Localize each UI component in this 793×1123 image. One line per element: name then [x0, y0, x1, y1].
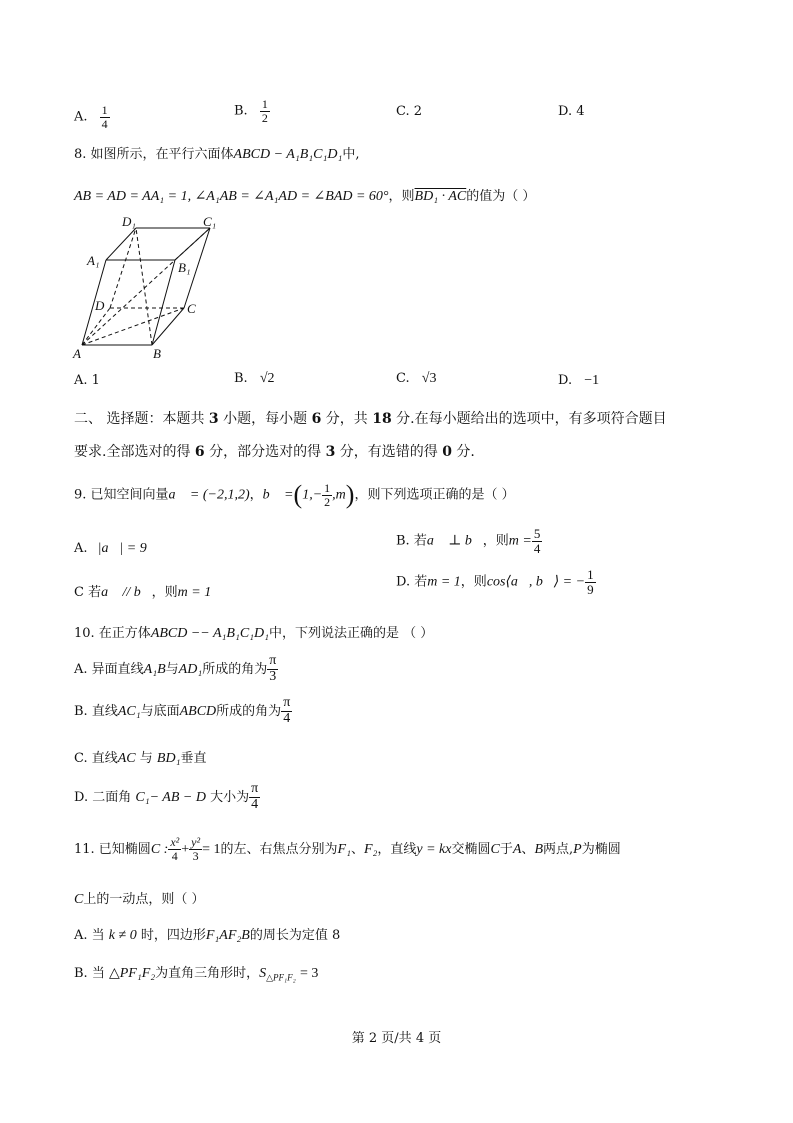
section2-line1: 二、 选择题：本题共 3 小题，每小题 6 分，共 18 分.在每小题给出的选项中，有多项符合题目	[74, 411, 667, 427]
q10-option-b: B. 直线AC₁与底面ABCD所成的角为 $\frac{\pi}{4}$	[74, 695, 291, 726]
edge-a1d1	[106, 228, 136, 260]
q8-option-c: C. √3	[396, 371, 437, 386]
q11-option-a: A. 当 k ≠ 0 时，四边形F₁AF₂B的周长为定值 8	[74, 928, 341, 943]
q10-option-c: C. 直线AC 与 BD₁垂直	[74, 751, 207, 766]
edge-dd1-hidden	[110, 228, 136, 308]
label-b1: B₁	[178, 260, 191, 275]
q7-option-c: C. 2	[396, 104, 423, 119]
q8-condition: AB = AD = AA₁ = 1, ∠A₁AB = ∠A₁AD = ∠BAD = 60°，则BD₁ · AC的值为（ ）	[74, 189, 536, 204]
q11-stem: 11. 已知椭圆C : $\frac{\text{x²}}{4}$ + $\frac{\text{y²}}{3}$ = 1的左、右焦点分别为F₁、F₂，直线y = kx交椭圆C于A、B两点,P为椭圆	[74, 835, 621, 863]
label-c: C	[187, 301, 196, 316]
q9-option-b: B. 若a⃗ ⊥ b⃗，则m = $\frac{5}{4}$	[396, 526, 541, 556]
q9-option-c: C 若a⃗ // b⃗，则m = 1	[74, 585, 212, 600]
q10-stem: 10. 在正方体ABCD −− A₁B₁C₁D₁中，下列说法正确的是 （ ）	[74, 626, 434, 641]
q7-option-a: A. $\frac{1}{4}$	[74, 103, 108, 131]
q10-option-d: D. 二面角 C₁− AB − D 大小为 $\frac{\pi}{4}$	[74, 781, 259, 812]
parallelepiped-figure	[70, 212, 220, 362]
q11-option-b: B. 当 △PF₁F₂为直角三角形时，$S_{\triangle PF_1F_2} = 3$	[74, 966, 319, 983]
q7-option-d: D. 4	[558, 104, 585, 119]
q10-option-a: A. 异面直线A₁B与AD₁所成的角为 $\frac{\pi}{3}$	[74, 653, 277, 684]
label-c1: C₁	[203, 214, 217, 229]
q9-option-a: A. |a⃗| = 9	[74, 541, 147, 556]
label-a: A	[73, 346, 81, 361]
q8-option-b: B. √2	[234, 371, 275, 386]
diag-bd1-hidden	[136, 228, 152, 345]
q9-option-d: D. 若m = 1，则cos⟨a⃗, b⃗⟩ = − $\frac{1}{9}$	[396, 567, 594, 597]
label-b: B	[153, 346, 161, 361]
q8-option-d: D. −1	[558, 373, 600, 388]
label-d: D	[95, 298, 105, 313]
label-a1: A₁	[87, 253, 100, 268]
q11-stem-line2: C上的一动点，则（ ）	[74, 892, 205, 907]
page-footer: 第 2 页/共 4 页	[351, 1031, 442, 1046]
section2-line2: 要求.全部选对的得 6 分，部分选对的得 3 分，有选错的得 0 分.	[74, 444, 475, 460]
label-d1: D₁	[122, 214, 136, 229]
q8-option-a: A. 1	[74, 373, 100, 388]
q9-stem: 9. 已知空间向量a⃗ = (−2,1,2)，b⃗ =(1,− $\frac{1}{2}$ ,m)，则下列选项正确的是（ ）	[74, 480, 515, 509]
diag-ac-hidden	[82, 308, 184, 345]
q7-option-b: B. $\frac{1}{2}$	[234, 97, 268, 125]
q8-stem: 8. 如图所示，在平行六面体ABCD − A₁B₁C₁D₁中,	[74, 147, 360, 162]
